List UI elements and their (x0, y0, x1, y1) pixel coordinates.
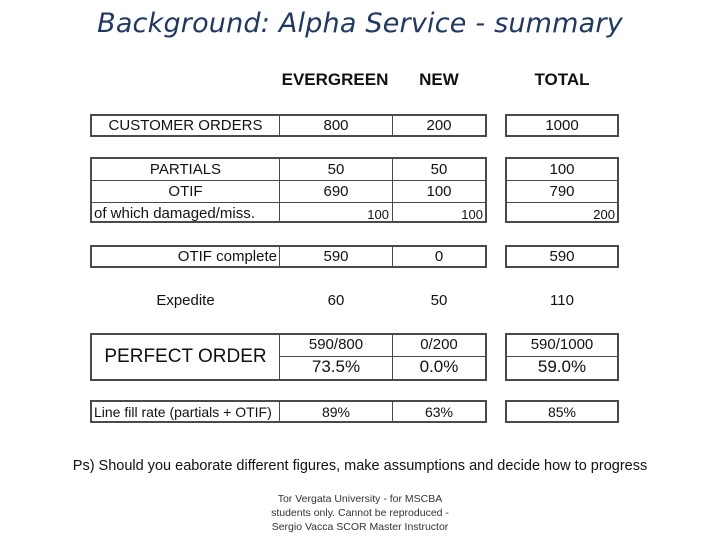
partials-new: 50 (430, 161, 448, 178)
customer-orders-total-box (505, 114, 619, 137)
perfect-order-evergreen-pct: 73.5% (311, 357, 361, 376)
perfect-order-evergreen-ratio: 590/800 (308, 336, 364, 353)
note-text: Ps) Should you eaborate different figures, make assumptions and decide how to progress (72, 458, 648, 474)
column-header-total: TOTAL (534, 70, 590, 89)
footer-line: Sergio Vacca SCOR Master Instructor (271, 521, 449, 533)
expedite-label: Expedite (156, 292, 215, 309)
otif-complete-label: OTIF complete (177, 248, 277, 265)
otif-complete-evergreen: 590 (323, 248, 349, 265)
perfect-order-new-pct: 0.0% (419, 357, 459, 376)
otif-complete-new: 0 (434, 248, 444, 265)
otif-complete-table (90, 245, 487, 268)
footer-line: students only. Cannot be reproduced - (271, 507, 449, 519)
otif-new: 100 (426, 183, 452, 200)
line-fill-evergreen: 89% (321, 404, 351, 420)
column-header-evergreen: EVERGREEN (281, 70, 389, 89)
customer-orders-evergreen: 800 (323, 117, 349, 134)
otif-total: 790 (549, 183, 575, 200)
partials-otif-table (90, 157, 487, 223)
customer-orders-table (90, 114, 487, 137)
damaged-new: 100 (461, 207, 483, 222)
partials-label: PARTIALS (149, 161, 222, 178)
damaged-label: of which damaged/miss. (94, 205, 255, 222)
expedite-total: 110 (550, 292, 574, 309)
partials-total: 100 (549, 161, 575, 178)
expedite-new: 50 (430, 292, 448, 309)
perfect-order-total-ratio: 590/1000 (530, 336, 594, 353)
partials-otif-total-box (505, 157, 619, 223)
page-title: Background: Alpha Service - summary (97, 8, 623, 39)
partials-evergreen: 50 (327, 161, 345, 178)
customer-orders-label: CUSTOMER ORDERS (108, 117, 263, 134)
footer (250, 492, 470, 534)
column-header-new: NEW (419, 70, 459, 89)
line-fill-table (90, 400, 487, 423)
otif-evergreen: 690 (323, 183, 349, 200)
otif-complete-total-box (505, 245, 619, 268)
customer-orders-new: 200 (426, 117, 452, 134)
line-fill-total: 85% (547, 404, 577, 420)
customer-orders-total: 1000 (545, 117, 579, 134)
otif-label: OTIF (168, 183, 203, 200)
perfect-order-new-ratio: 0/200 (420, 336, 458, 353)
footer-line: Tor Vergata University - for MSCBA (277, 493, 443, 505)
line-fill-total-box (505, 400, 619, 423)
perfect-order-table (90, 333, 487, 381)
perfect-order-total-pct: 59.0% (537, 357, 587, 376)
perfect-order-total-box (505, 333, 619, 381)
expedite-evergreen: 60 (327, 292, 345, 309)
line-fill-new: 63% (424, 404, 454, 420)
damaged-evergreen: 100 (367, 207, 389, 222)
line-fill-label: Line fill rate (partials + OTIF) (94, 404, 272, 420)
damaged-total: 200 (593, 207, 615, 222)
otif-complete-total: 590 (549, 248, 575, 265)
perfect-order-label: PERFECT ORDER (104, 346, 267, 367)
